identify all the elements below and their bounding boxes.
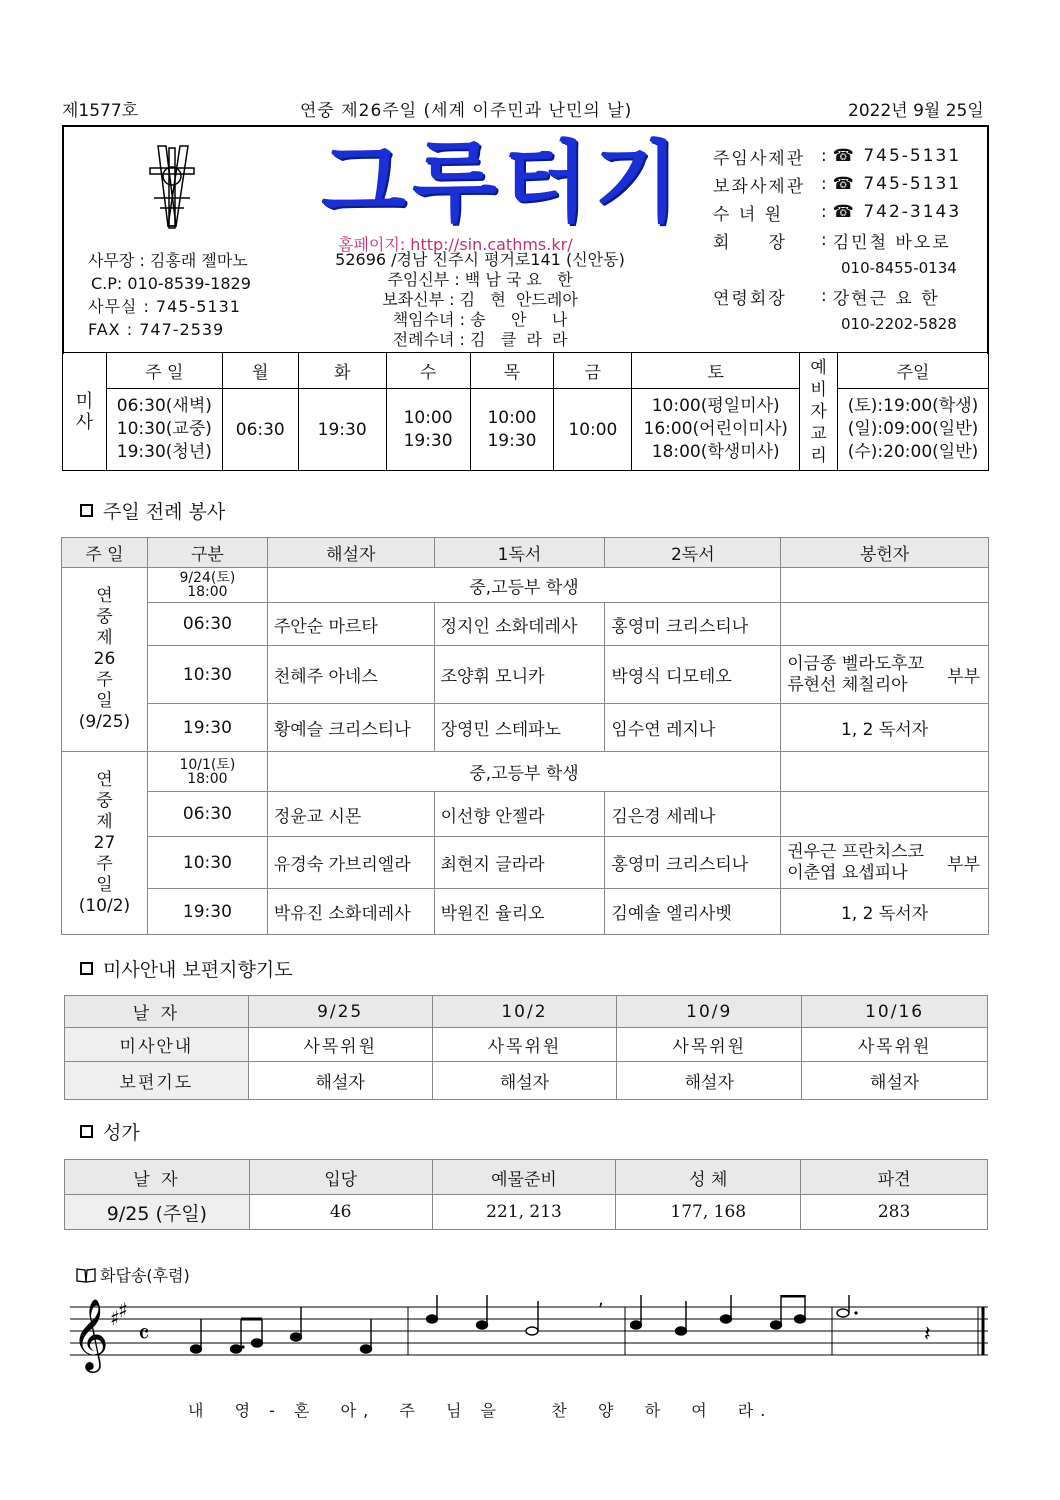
offertory [781, 646, 989, 704]
liturgy-header: 2독서 [605, 538, 781, 568]
mass-schedule-table [62, 352, 989, 471]
prayer-header: 날 자 [65, 996, 249, 1028]
table-row [62, 792, 989, 837]
bulletin-title: 그루터기 [320, 131, 686, 234]
hymn-date: 9/25 (주일) [65, 1195, 250, 1230]
second-reader: 홍영미 크리스티나 [605, 837, 781, 889]
mass-monday-times: 06:30 [222, 389, 298, 471]
mass-time: 06:30 [147, 792, 267, 837]
office-fax: FAX : 747-2539 [88, 320, 225, 339]
contact-list [713, 142, 983, 338]
mass-time: 10:30 [147, 837, 267, 889]
offertory: 1, 2 독서자 [781, 704, 989, 752]
mass-time: 19:30 [147, 889, 267, 935]
staff-sister-liturgy: 전례수녀 : 김 클 라 라 [392, 330, 568, 349]
hymn-recessional: 283 [801, 1195, 988, 1230]
issue-number: 제1577호 [62, 101, 139, 121]
catechism-label: 예 비 자 교 리 [800, 353, 838, 471]
mass-saturday-times: 10:00(평일미사) 16:00(어린이미사) 18:00(학생미사) [632, 389, 800, 471]
mass-header-sun: 주 일 [106, 353, 222, 389]
offertory [781, 568, 989, 603]
staff-pastor: 주임신부 : 백 남 국 요 한 [387, 270, 573, 289]
cell: 사목위원 [802, 1028, 988, 1062]
svg-text:𝄴: 𝄴 [138, 1320, 150, 1350]
svg-text:𝄞: 𝄞 [72, 1297, 109, 1370]
parish-emblem-icon [140, 138, 202, 230]
week-label: 연 중 제 27 주 일 (10/2) [62, 752, 148, 935]
offertory [781, 752, 989, 792]
table-row [65, 1062, 988, 1100]
music-staff [70, 1295, 990, 1375]
eve-servers: 중,고등부 학생 [267, 752, 780, 792]
mass-tuesday-times: 19:30 [298, 389, 386, 471]
checkbox-square-icon [80, 504, 93, 517]
liturgy-section-title: 주일 전례 봉사 [80, 497, 225, 524]
mass-friday-times: 10:00 [554, 389, 632, 471]
eve-servers: 중,고등부 학생 [267, 568, 780, 603]
mass-header-wed: 수 [386, 353, 470, 389]
mass-time: 06:30 [147, 603, 267, 646]
prayer-header: 10/16 [802, 996, 988, 1028]
checkbox-square-icon [80, 962, 93, 975]
cell: 해설자 [617, 1062, 802, 1100]
offertory [781, 603, 989, 646]
psalm-lyrics: 내 영 - 혼 아, 주 님 을 찬 양 하 여 라. [188, 1401, 773, 1420]
week-label: 연 중 제 26 주 일 (9/25) [62, 568, 148, 752]
cell: 사목위원 [617, 1028, 802, 1062]
mass-header-mon: 월 [222, 353, 298, 389]
second-reader: 임수연 레지나 [605, 704, 781, 752]
prayer-table [64, 995, 988, 1100]
psalm-title: 화답송(후렴) [76, 1263, 190, 1286]
offertory: 1, 2 독서자 [781, 889, 989, 935]
prayer-header: 10/2 [432, 996, 617, 1028]
catechism-times: (토):19:00(학생) (일):09:00(일반) (수):20:00(일반) [838, 389, 989, 471]
cell: 사목위원 [432, 1028, 617, 1062]
hymn-header: 성 체 [616, 1160, 801, 1195]
svg-text:♯: ♯ [110, 1306, 120, 1330]
mass-sunday-times: 06:30(새벽) 10:30(교중) 19:30(청년) [106, 389, 222, 471]
liturgy-header: 봉헌자 [781, 538, 989, 568]
liturgy-header: 구분 [147, 538, 267, 568]
commentator: 황예슬 크리스티나 [267, 704, 434, 752]
contact-row: 010-2202-5828 [841, 315, 957, 333]
table-row [62, 568, 989, 603]
eve-time: 9/24(토) 18:00 [147, 568, 267, 603]
first-reader: 장영민 스테파노 [434, 704, 605, 752]
offertory [781, 792, 989, 837]
svg-text:♯: ♯ [118, 1298, 128, 1322]
mass-header-sat: 토 [632, 353, 800, 389]
svg-text:,: , [598, 1295, 604, 1310]
hymn-communion: 177, 168 [616, 1195, 801, 1230]
table-row [65, 1195, 988, 1230]
offertory-couple: 권우근 프란치스코 이춘엽 요셉피나 [787, 841, 924, 883]
staff-assistant: 보좌신부 : 김 현 안드레아 [382, 290, 578, 309]
second-reader: 김은경 세레나 [605, 792, 781, 837]
offertory-couple: 이금종 벨라도후꼬 류현선 체칠리아 [787, 653, 924, 695]
liturgy-table [61, 537, 989, 935]
commentator: 박유진 소화데레사 [267, 889, 434, 935]
couple-suffix: 부부 [947, 855, 980, 875]
couple-suffix: 부부 [947, 667, 980, 687]
table-row [62, 603, 989, 646]
staff-sister-head: 책임수녀 : 송 안 나 [392, 310, 568, 329]
second-reader: 홍영미 크리스티나 [605, 603, 781, 646]
contact-row: 010-8455-0134 [841, 259, 957, 277]
checkbox-square-icon [80, 1125, 93, 1138]
liturgy-header: 주 일 [62, 538, 148, 568]
office-manager: 사무장 : 김홍래 젤마노 [88, 251, 248, 270]
hymn-header: 예물준비 [432, 1160, 616, 1195]
cell: 해설자 [802, 1062, 988, 1100]
second-reader: 박영식 디모테오 [605, 646, 781, 704]
first-reader: 정지인 소화데레사 [434, 603, 605, 646]
commentator: 정윤교 시몬 [267, 792, 434, 837]
homepage-link[interactable]: 홈페이지: http://sin.cathms.kr/ [338, 235, 573, 254]
contact-row: 주임사제관 : ☎ 745-5131 [713, 146, 962, 169]
contact-row: 보좌사제관 : ☎ 745-5131 [713, 174, 962, 197]
mass-time: 19:30 [147, 704, 267, 752]
table-row [62, 704, 989, 752]
prayer-section-title: 미사안내 보편지향기도 [80, 955, 293, 982]
hymn-table [64, 1159, 988, 1230]
first-reader: 조양휘 모니카 [434, 646, 605, 704]
liturgy-header: 1독서 [434, 538, 605, 568]
svg-text:𝄽: 𝄽 [924, 1322, 931, 1347]
mass-header-thu: 목 [470, 353, 554, 389]
second-reader: 김예솔 엘리사벳 [605, 889, 781, 935]
hymn-section-title: 성가 [80, 1118, 140, 1145]
first-reader: 최현지 글라라 [434, 837, 605, 889]
table-row [62, 752, 989, 792]
first-reader: 이선향 안젤라 [434, 792, 605, 837]
office-cellphone: C.P: 010-8539-1829 [91, 274, 251, 293]
contact-row: 연령회장 : 강현근 요 한 [713, 286, 940, 309]
eve-time: 10/1(토) 18:00 [147, 752, 267, 792]
mass-header-tue: 화 [298, 353, 386, 389]
commentator: 천혜주 아네스 [267, 646, 434, 704]
mass-time: 10:30 [147, 646, 267, 704]
prayer-header: 9/25 [248, 996, 432, 1028]
hymn-offertory: 221, 213 [432, 1195, 616, 1230]
hymn-header: 날 자 [65, 1160, 250, 1195]
liturgy-header: 해설자 [267, 538, 434, 568]
contact-row: 회 장 : 김민철 바오로 [713, 230, 951, 253]
row-label: 미사안내 [65, 1028, 249, 1062]
hymn-header: 입당 [249, 1160, 432, 1195]
contact-row: 수 녀 원 : ☎ 742-3143 [713, 202, 962, 225]
first-reader: 박원진 율리오 [434, 889, 605, 935]
commentator: 유경숙 가브리엘라 [267, 837, 434, 889]
catechism-header: 주일 [838, 353, 989, 389]
table-row [65, 1028, 988, 1062]
mass-row-label: 미 사 [63, 353, 107, 471]
row-label: 보편기도 [65, 1062, 249, 1100]
occasion: 연중 제26주일 (세계 이주민과 난민의 날) [300, 101, 633, 121]
cell: 사목위원 [248, 1028, 432, 1062]
commentator: 주안순 마르타 [267, 603, 434, 646]
mass-thursday-times: 10:00 19:30 [470, 389, 554, 471]
office-phone: 사무실 : 745-5131 [88, 297, 241, 316]
cell: 해설자 [248, 1062, 432, 1100]
mass-wednesday-times: 10:00 19:30 [386, 389, 470, 471]
cell: 해설자 [432, 1062, 617, 1100]
bulletin-date: 2022년 9월 25일 [848, 101, 984, 121]
prayer-header: 10/9 [617, 996, 802, 1028]
book-icon [76, 1267, 96, 1283]
table-row [62, 837, 989, 889]
table-row [62, 889, 989, 935]
offertory [781, 837, 989, 889]
hymn-entrance: 46 [249, 1195, 432, 1230]
mass-header-fri: 금 [554, 353, 632, 389]
hymn-header: 파견 [801, 1160, 988, 1195]
table-row [62, 646, 989, 704]
parish-address: 52696 /경남 진주시 평거로141 (신안동) [335, 250, 625, 269]
